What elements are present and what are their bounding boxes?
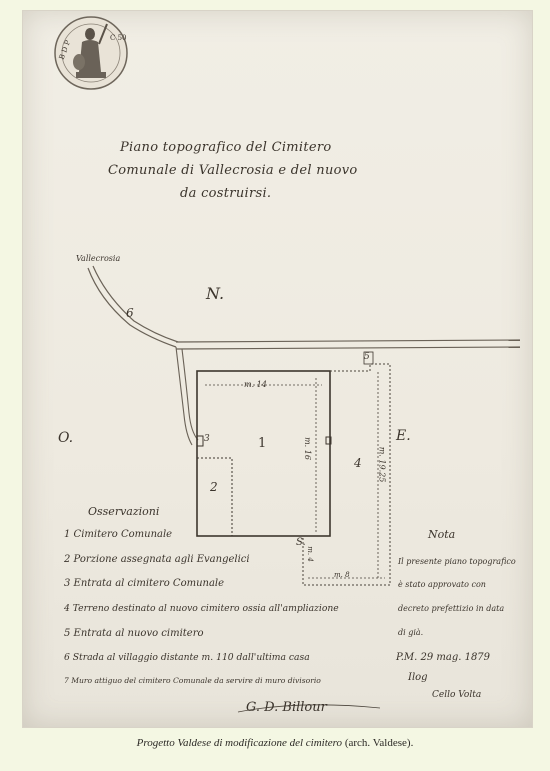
caption-plain: (arch. Valdese).	[342, 737, 414, 749]
observation-item: 7 Muro attiguo del cimitero Comunale da servire di muro divisorio	[64, 676, 321, 685]
observation-item: 4 Terreno destinato al nuovo cimitero ossia all'ampliazione	[64, 603, 339, 614]
note-line: di già.	[398, 628, 424, 637]
observation-item: 1 Cimitero Comunale	[64, 529, 173, 540]
label-road-6: 6	[126, 306, 134, 320]
note-line: è stato approvato con	[398, 580, 486, 589]
observation-item: 3 Entrata al cimitero Comunale	[64, 578, 225, 589]
label-area-1: 1	[258, 436, 267, 451]
seal-right-text: C 50	[110, 34, 127, 42]
label-west: O.	[58, 430, 74, 446]
label-dim-top: m. 14	[244, 380, 267, 389]
label-dim-right-inner: m. 16	[302, 437, 312, 460]
note-line: Il presente piano topografico	[398, 557, 516, 566]
label-area-5: 5	[364, 352, 370, 362]
observations-heading: Osservazioni	[88, 505, 160, 518]
label-dim-bottom: m. 8	[334, 571, 350, 579]
label-town: Vallecrosia	[76, 254, 121, 263]
seal-left-text: B D P	[57, 39, 73, 61]
title-line-3: da costruirsi.	[180, 186, 272, 201]
label-north: N.	[206, 284, 225, 303]
observation-item: 5 Entrata al nuovo cimitero	[64, 628, 204, 639]
observation-item: 6 Strada al villaggio distante m. 110 dall'ultima casa	[64, 652, 310, 663]
label-area-3: 3	[204, 434, 210, 444]
note-sign: Ilog	[408, 672, 428, 683]
observation-item: 2 Porzione assegnata agli Evangelici	[64, 554, 250, 565]
title-line-2: Comunale di Vallecrosia e del nuovo	[108, 163, 358, 178]
label-south: S.	[296, 537, 306, 548]
note-line: decreto prefettizio in data	[398, 604, 505, 613]
note-heading: Nota	[428, 528, 456, 541]
label-dim-right-outer: m. 19.25	[377, 446, 387, 483]
signature: G. D. Billour	[246, 700, 327, 715]
label-area-2: 2	[210, 480, 218, 494]
label-east: E.	[396, 428, 411, 444]
figure-caption	[0, 737, 550, 749]
note-sign-2: Cello Volta	[432, 690, 482, 700]
label-area-4: 4	[354, 456, 362, 470]
label-dim-bottom-side: m. 4	[305, 546, 314, 562]
note-date: P.M. 29 mag. 1879	[396, 652, 491, 663]
caption-italic: Progetto Valdese di modificazione del cimitero	[136, 737, 343, 749]
title-line-1: Piano topografico del Cimitero	[120, 140, 332, 155]
